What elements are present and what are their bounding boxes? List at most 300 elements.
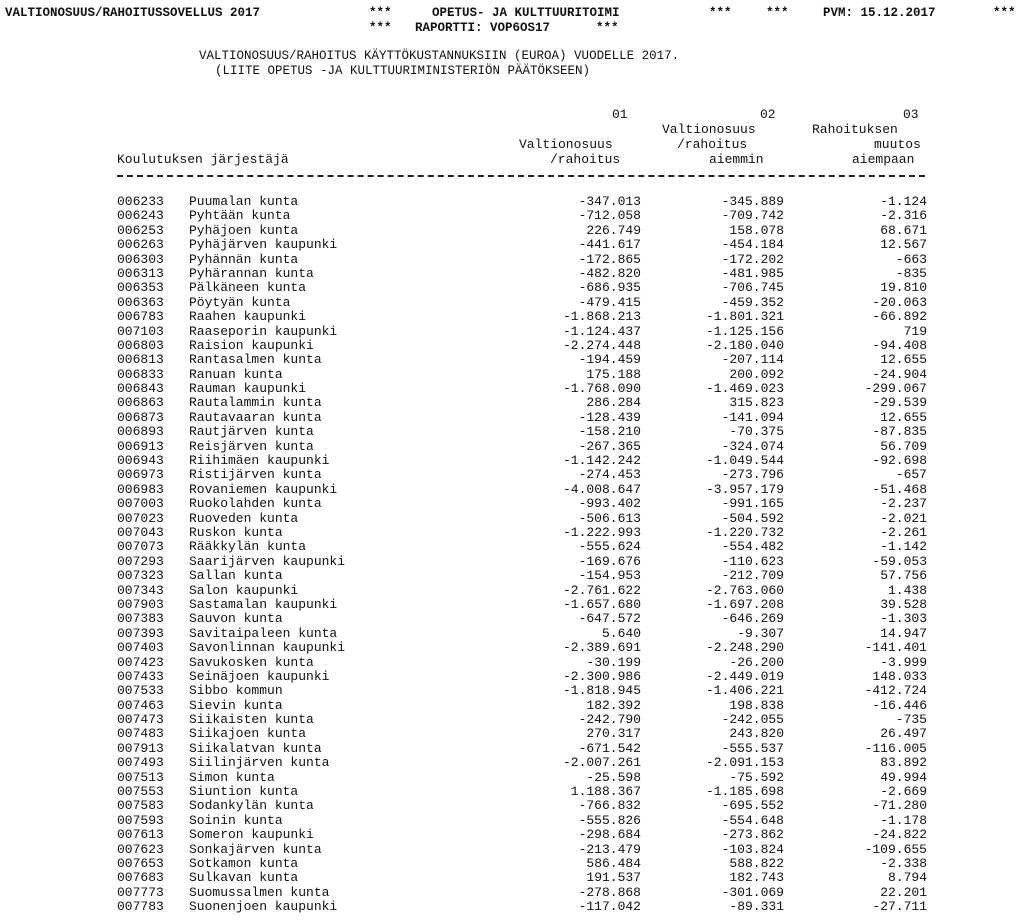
provider-name: Ruoveden kunta bbox=[189, 510, 299, 526]
provider-name: Pyhäjoen kunta bbox=[189, 222, 299, 238]
report-date: PVM: 15.12.2017 bbox=[823, 6, 936, 20]
value-col1: -154.953 bbox=[578, 568, 641, 584]
value-col3: 8.794 bbox=[887, 870, 927, 886]
value-col2: -504.592 bbox=[721, 510, 784, 526]
table-row bbox=[117, 627, 927, 641]
table-row bbox=[117, 828, 927, 842]
value-col3: -412.724 bbox=[864, 683, 927, 699]
value-col2: -2.180.040 bbox=[705, 337, 784, 353]
table-row bbox=[117, 368, 927, 382]
provider-code: 007583 bbox=[117, 798, 164, 814]
table-row bbox=[117, 598, 927, 612]
value-col1: -2.300.986 bbox=[562, 668, 641, 684]
provider-name: Siuntion kunta bbox=[189, 784, 299, 800]
table-row bbox=[117, 871, 927, 885]
value-col2: -2.248.290 bbox=[705, 640, 784, 656]
value-col3: 14.947 bbox=[880, 625, 927, 641]
table-row bbox=[117, 612, 927, 626]
table-row bbox=[117, 699, 927, 713]
provider-name: Siikajoen kunta bbox=[189, 726, 307, 742]
provider-code: 006303 bbox=[117, 251, 164, 267]
header-stars: *** bbox=[596, 21, 619, 35]
provider-code: 007493 bbox=[117, 755, 164, 771]
value-col1: -2.274.448 bbox=[562, 337, 641, 353]
table-row bbox=[117, 310, 927, 324]
table-row bbox=[117, 238, 927, 252]
report-id: RAPORTTI: VOP6OS17 bbox=[415, 21, 551, 35]
table-row bbox=[117, 325, 927, 339]
header-stars: *** bbox=[766, 6, 789, 20]
value-col3: -1.124 bbox=[880, 194, 927, 209]
table-row bbox=[117, 641, 927, 655]
table-row bbox=[117, 411, 927, 425]
table-row bbox=[117, 483, 927, 497]
value-col1: -1.124.437 bbox=[562, 323, 641, 339]
table-row bbox=[117, 296, 927, 310]
value-col2: -110.623 bbox=[721, 553, 784, 569]
provider-code: 007293 bbox=[117, 553, 164, 569]
table-row bbox=[117, 224, 927, 238]
value-col3: -2.261 bbox=[880, 524, 927, 540]
header-stars: *** bbox=[709, 6, 732, 20]
value-col3: -92.698 bbox=[872, 453, 927, 469]
table-row bbox=[117, 584, 927, 598]
value-col1: -2.389.691 bbox=[562, 640, 641, 656]
col1-number: 01 bbox=[612, 107, 628, 122]
table-row bbox=[117, 454, 927, 468]
provider-code: 007433 bbox=[117, 668, 164, 684]
table-row bbox=[117, 382, 927, 396]
value-col2: 182.743 bbox=[729, 870, 784, 886]
value-col3: -59.053 bbox=[872, 553, 927, 569]
provider-code: 006813 bbox=[117, 352, 164, 368]
provider-name: Rovaniemen kaupunki bbox=[189, 481, 338, 497]
value-col3: 719 bbox=[903, 323, 927, 339]
table-row bbox=[117, 785, 927, 799]
col3-line1: Rahoituksen bbox=[812, 122, 898, 137]
provider-name: Pyhännän kunta bbox=[189, 251, 299, 267]
provider-name: Raaseporin kaupunki bbox=[189, 323, 338, 339]
value-col3: -71.280 bbox=[872, 798, 927, 814]
value-col2: -454.184 bbox=[721, 237, 784, 253]
value-col2: -26.200 bbox=[729, 654, 784, 670]
value-col1: -671.542 bbox=[578, 740, 641, 756]
value-col1: -117.042 bbox=[578, 899, 641, 915]
provider-name: Salon kaupunki bbox=[189, 582, 299, 598]
provider-name: Rääkkylän kunta bbox=[189, 539, 307, 555]
value-col3: -116.005 bbox=[864, 740, 927, 756]
value-col3: -29.539 bbox=[872, 395, 927, 411]
value-col3: -20.063 bbox=[872, 294, 927, 310]
table-row bbox=[117, 771, 927, 785]
value-col1: -274.453 bbox=[578, 467, 641, 483]
value-col2: -212.709 bbox=[721, 568, 784, 584]
provider-name: Savukosken kunta bbox=[189, 654, 314, 670]
header-divider bbox=[117, 175, 925, 177]
value-col2: -646.269 bbox=[721, 611, 784, 627]
provider-code: 007483 bbox=[117, 726, 164, 742]
provider-name: Reisjärven kunta bbox=[189, 438, 314, 454]
provider-name: Rautalammin kunta bbox=[189, 395, 322, 411]
provider-code: 007783 bbox=[117, 899, 164, 915]
provider-name: Raahen kaupunki bbox=[189, 309, 307, 325]
value-col3: -51.468 bbox=[872, 481, 927, 497]
header-stars: *** bbox=[369, 6, 392, 20]
table-row bbox=[117, 843, 927, 857]
provider-name: Siikaisten kunta bbox=[189, 712, 314, 728]
provider-name: Pyhtään kunta bbox=[189, 208, 291, 224]
provider-name: Simon kunta bbox=[189, 769, 275, 785]
value-col1: -194.459 bbox=[578, 352, 641, 368]
value-col2: -141.094 bbox=[721, 409, 784, 425]
provider-code: 006363 bbox=[117, 294, 164, 310]
provider-name: Ristijärven kunta bbox=[189, 467, 322, 483]
table-row bbox=[117, 526, 927, 540]
value-col2: -89.331 bbox=[729, 899, 784, 915]
provider-name: Sibbo kommun bbox=[189, 683, 283, 699]
value-col2: -459.352 bbox=[721, 294, 784, 310]
value-col2: -9.307 bbox=[737, 625, 784, 641]
provider-code: 007383 bbox=[117, 611, 164, 627]
provider-code: 007653 bbox=[117, 855, 164, 871]
provider-code: 006843 bbox=[117, 381, 164, 397]
provider-name: Pyhärannan kunta bbox=[189, 265, 314, 281]
value-col1: -242.790 bbox=[578, 712, 641, 728]
provider-name: Savonlinnan kaupunki bbox=[189, 640, 346, 656]
value-col1: -766.832 bbox=[578, 798, 641, 814]
value-col2: -1.469.023 bbox=[705, 381, 784, 397]
value-col2: -324.074 bbox=[721, 438, 784, 454]
table-row bbox=[117, 209, 927, 223]
value-col3: -1.303 bbox=[880, 611, 927, 627]
provider-name: Saarijärven kaupunki bbox=[189, 553, 346, 569]
provider-name: Suomussalmen kunta bbox=[189, 884, 330, 900]
provider-code: 006943 bbox=[117, 453, 164, 469]
value-col2: -554.648 bbox=[721, 812, 784, 828]
value-col2: 158.078 bbox=[729, 222, 784, 238]
provider-code: 006983 bbox=[117, 481, 164, 497]
provider-name: Someron kaupunki bbox=[189, 827, 314, 843]
value-col1: 226.749 bbox=[586, 222, 641, 238]
value-col3: 19.810 bbox=[880, 280, 927, 296]
value-col3: -27.711 bbox=[872, 899, 927, 915]
col2-line2: /rahoitus bbox=[677, 137, 748, 152]
provider-name: Rautjärven kunta bbox=[189, 424, 314, 440]
table-row bbox=[117, 727, 927, 741]
value-col2: 243.820 bbox=[729, 726, 784, 742]
table-row bbox=[117, 555, 927, 569]
provider-code: 007473 bbox=[117, 712, 164, 728]
provider-name: Riihimäen kaupunki bbox=[189, 453, 330, 469]
value-col3: 83.892 bbox=[880, 755, 927, 771]
value-col1: -4.008.647 bbox=[562, 481, 641, 497]
provider-name: Siilinjärven kunta bbox=[189, 755, 330, 771]
provider-code: 007003 bbox=[117, 496, 164, 512]
provider-code: 007423 bbox=[117, 654, 164, 670]
table-row bbox=[117, 857, 927, 871]
provider-code: 007773 bbox=[117, 884, 164, 900]
provider-code: 007103 bbox=[117, 323, 164, 339]
provider-name: Pälkäneen kunta bbox=[189, 280, 307, 296]
provider-code: 007393 bbox=[117, 625, 164, 641]
value-col1: -555.624 bbox=[578, 539, 641, 555]
provider-name: Sastamalan kaupunki bbox=[189, 596, 338, 612]
provider-code: 006253 bbox=[117, 222, 164, 238]
value-col1: -712.058 bbox=[578, 208, 641, 224]
provider-code: 006863 bbox=[117, 395, 164, 411]
provider-name: Seinäjoen kaupunki bbox=[189, 668, 330, 684]
value-col3: -87.835 bbox=[872, 424, 927, 440]
value-col1: -172.865 bbox=[578, 251, 641, 267]
col2-number: 02 bbox=[760, 107, 776, 122]
table-row bbox=[117, 253, 927, 267]
provider-name: Sotkamon kunta bbox=[189, 855, 299, 871]
value-col1: -555.826 bbox=[578, 812, 641, 828]
provider-code: 006803 bbox=[117, 337, 164, 353]
value-col2: -2.091.153 bbox=[705, 755, 784, 771]
table-row bbox=[117, 425, 927, 439]
value-col2: -207.114 bbox=[721, 352, 784, 368]
dept-line: OPETUS- JA KULTTUURITOIMI bbox=[432, 6, 620, 20]
provider-name: Suonenjoen kaupunki bbox=[189, 899, 338, 915]
value-col1: -158.210 bbox=[578, 424, 641, 440]
provider-name: Sonkajärven kunta bbox=[189, 841, 322, 857]
value-col1: -169.676 bbox=[578, 553, 641, 569]
value-col2: -301.069 bbox=[721, 884, 784, 900]
provider-code: 007513 bbox=[117, 769, 164, 785]
provider-name: Rauman kaupunki bbox=[189, 381, 307, 397]
table-row bbox=[117, 468, 927, 482]
header-stars: *** bbox=[369, 21, 392, 35]
table-row bbox=[117, 195, 927, 209]
value-col1: -1.142.242 bbox=[562, 453, 641, 469]
provider-code: 007043 bbox=[117, 524, 164, 540]
table-row bbox=[117, 886, 927, 900]
table-row bbox=[117, 339, 927, 353]
provider-column-header: Koulutuksen järjestäjä bbox=[117, 152, 289, 167]
value-col3: -663 bbox=[895, 251, 927, 267]
system-title: VALTIONOSUUS/RAHOITUSSOVELLUS 2017 bbox=[5, 6, 261, 20]
provider-code: 006833 bbox=[117, 366, 164, 382]
value-col3: 12.567 bbox=[880, 237, 927, 253]
value-col3: -24.904 bbox=[872, 366, 927, 382]
value-col3: -109.655 bbox=[864, 841, 927, 857]
provider-name: Sodankylän kunta bbox=[189, 798, 314, 814]
value-col3: -2.669 bbox=[880, 784, 927, 800]
value-col1: -647.572 bbox=[578, 611, 641, 627]
provider-code: 006243 bbox=[117, 208, 164, 224]
col3-line2: muutos bbox=[874, 137, 921, 152]
value-col2: -1.185.698 bbox=[705, 784, 784, 800]
value-col3: 12.655 bbox=[880, 409, 927, 425]
provider-code: 007613 bbox=[117, 827, 164, 843]
provider-name: Sallan kunta bbox=[189, 568, 283, 584]
value-col3: 57.756 bbox=[880, 568, 927, 584]
value-col1: -2.007.261 bbox=[562, 755, 641, 771]
provider-code: 007593 bbox=[117, 812, 164, 828]
value-col3: -3.999 bbox=[880, 654, 927, 670]
value-col1: 182.392 bbox=[586, 697, 641, 713]
provider-code: 007623 bbox=[117, 841, 164, 857]
table-row bbox=[117, 440, 927, 454]
value-col2: -1.049.544 bbox=[705, 453, 784, 469]
provider-code: 006263 bbox=[117, 237, 164, 253]
value-col1: -479.415 bbox=[578, 294, 641, 310]
col2-line1: Valtionosuus bbox=[662, 122, 756, 137]
provider-name: Soinin kunta bbox=[189, 812, 283, 828]
provider-code: 006893 bbox=[117, 424, 164, 440]
provider-name: Sauvon kunta bbox=[189, 611, 283, 627]
table-row bbox=[117, 756, 927, 770]
value-col2: -2.763.060 bbox=[705, 582, 784, 598]
provider-name: Rantasalmen kunta bbox=[189, 352, 322, 368]
provider-name: Ruskon kunta bbox=[189, 524, 283, 540]
value-col1: -1.868.213 bbox=[562, 309, 641, 325]
value-col1: -993.402 bbox=[578, 496, 641, 512]
provider-code: 006353 bbox=[117, 280, 164, 296]
table-row bbox=[117, 396, 927, 410]
value-col2: -481.985 bbox=[721, 265, 784, 281]
provider-code: 007533 bbox=[117, 683, 164, 699]
value-col1: -506.613 bbox=[578, 510, 641, 526]
table-row bbox=[117, 656, 927, 670]
provider-code: 006873 bbox=[117, 409, 164, 425]
value-col1: -128.439 bbox=[578, 409, 641, 425]
value-col3: -16.446 bbox=[872, 697, 927, 713]
provider-code: 006783 bbox=[117, 309, 164, 325]
value-col2: -242.055 bbox=[721, 712, 784, 728]
value-col3: -2.316 bbox=[880, 208, 927, 224]
col1-line2: /rahoitus bbox=[550, 152, 621, 167]
table-row bbox=[117, 670, 927, 684]
value-col1: -2.761.622 bbox=[562, 582, 641, 598]
value-col1: -1.818.945 bbox=[562, 683, 641, 699]
value-col1: 5.640 bbox=[601, 625, 641, 641]
value-col1: -1.657.680 bbox=[562, 596, 641, 612]
value-col1: -1.222.993 bbox=[562, 524, 641, 540]
table-row bbox=[117, 742, 927, 756]
provider-code: 006313 bbox=[117, 265, 164, 281]
provider-name: Savitaipaleen kunta bbox=[189, 625, 338, 641]
header-stars: *** bbox=[993, 6, 1016, 20]
value-col3: -2.021 bbox=[880, 510, 927, 526]
provider-name: Ruokolahden kunta bbox=[189, 496, 322, 512]
col1-line1: Valtionosuus bbox=[519, 137, 613, 152]
value-col1: 175.188 bbox=[586, 366, 641, 382]
value-col2: -554.482 bbox=[721, 539, 784, 555]
provider-name: Pöytyän kunta bbox=[189, 294, 291, 310]
value-col2: -1.801.321 bbox=[705, 309, 784, 325]
table-row bbox=[117, 569, 927, 583]
table-row bbox=[117, 799, 927, 813]
value-col1: -298.684 bbox=[578, 827, 641, 843]
value-col3: 12.655 bbox=[880, 352, 927, 368]
provider-code: 006913 bbox=[117, 438, 164, 454]
value-col3: -835 bbox=[895, 265, 927, 281]
table-row bbox=[117, 540, 927, 554]
table-row bbox=[117, 684, 927, 698]
provider-code: 007913 bbox=[117, 740, 164, 756]
value-col1: -686.935 bbox=[578, 280, 641, 296]
provider-name: Sulkavan kunta bbox=[189, 870, 299, 886]
provider-name: Ranuan kunta bbox=[189, 366, 283, 382]
value-col1: -25.598 bbox=[586, 769, 641, 785]
provider-code: 007343 bbox=[117, 582, 164, 598]
col2-line3: aiemmin bbox=[709, 152, 764, 167]
value-col1: 191.537 bbox=[586, 870, 641, 886]
value-col2: -1.697.208 bbox=[705, 596, 784, 612]
provider-code: 007073 bbox=[117, 539, 164, 555]
provider-name: Raision kaupunki bbox=[189, 337, 314, 353]
provider-code: 007683 bbox=[117, 870, 164, 886]
value-col2: -695.552 bbox=[721, 798, 784, 814]
table-row bbox=[117, 900, 927, 914]
provider-code: 007323 bbox=[117, 568, 164, 584]
value-col2: -991.165 bbox=[721, 496, 784, 512]
value-col3: -66.892 bbox=[872, 309, 927, 325]
value-col3: -24.822 bbox=[872, 827, 927, 843]
provider-code: 007553 bbox=[117, 784, 164, 800]
value-col3: 39.528 bbox=[880, 596, 927, 612]
table-row bbox=[117, 267, 927, 281]
value-col2: -70.375 bbox=[729, 424, 784, 440]
value-col3: 1.438 bbox=[887, 582, 927, 598]
value-col2: -103.824 bbox=[721, 841, 784, 857]
provider-name: Puumalan kunta bbox=[189, 194, 299, 209]
value-col1: -1.768.090 bbox=[562, 381, 641, 397]
value-col3: -657 bbox=[895, 467, 927, 483]
col3-line3: aiempaan bbox=[852, 152, 915, 167]
value-col2: -709.742 bbox=[721, 208, 784, 224]
value-col1: -441.617 bbox=[578, 237, 641, 253]
provider-name: Sievin kunta bbox=[189, 697, 283, 713]
provider-code: 007463 bbox=[117, 697, 164, 713]
value-col1: 286.284 bbox=[586, 395, 641, 411]
value-col3: 68.671 bbox=[880, 222, 927, 238]
table-row bbox=[117, 814, 927, 828]
value-col1: 270.317 bbox=[586, 726, 641, 742]
value-col2: -273.862 bbox=[721, 827, 784, 843]
value-col1: 586.484 bbox=[586, 855, 641, 871]
value-col3: 22.201 bbox=[880, 884, 927, 900]
provider-name: Rautavaaran kunta bbox=[189, 409, 322, 425]
provider-name: Pyhäjärven kaupunki bbox=[189, 237, 338, 253]
value-col3: -1.142 bbox=[880, 539, 927, 555]
value-col2: 315.823 bbox=[729, 395, 784, 411]
value-col2: -1.125.156 bbox=[705, 323, 784, 339]
provider-name: Siikalatvan kunta bbox=[189, 740, 322, 756]
value-col2: -172.202 bbox=[721, 251, 784, 267]
table-row bbox=[117, 713, 927, 727]
value-col2: 198.838 bbox=[729, 697, 784, 713]
provider-code: 006973 bbox=[117, 467, 164, 483]
table-row bbox=[117, 512, 927, 526]
value-col2: 200.092 bbox=[729, 366, 784, 382]
value-col2: -273.796 bbox=[721, 467, 784, 483]
value-col3: -299.067 bbox=[864, 381, 927, 397]
value-col2: 588.822 bbox=[729, 855, 784, 871]
value-col2: -3.957.179 bbox=[705, 481, 784, 497]
value-col3: 26.497 bbox=[880, 726, 927, 742]
value-col3: 56.709 bbox=[880, 438, 927, 454]
table-row bbox=[117, 497, 927, 511]
value-col1: -30.199 bbox=[586, 654, 641, 670]
value-col3: -1.178 bbox=[880, 812, 927, 828]
value-col1: -267.365 bbox=[578, 438, 641, 454]
table-row bbox=[117, 281, 927, 295]
value-col1: -347.013 bbox=[578, 194, 641, 209]
col3-number: 03 bbox=[903, 107, 919, 122]
